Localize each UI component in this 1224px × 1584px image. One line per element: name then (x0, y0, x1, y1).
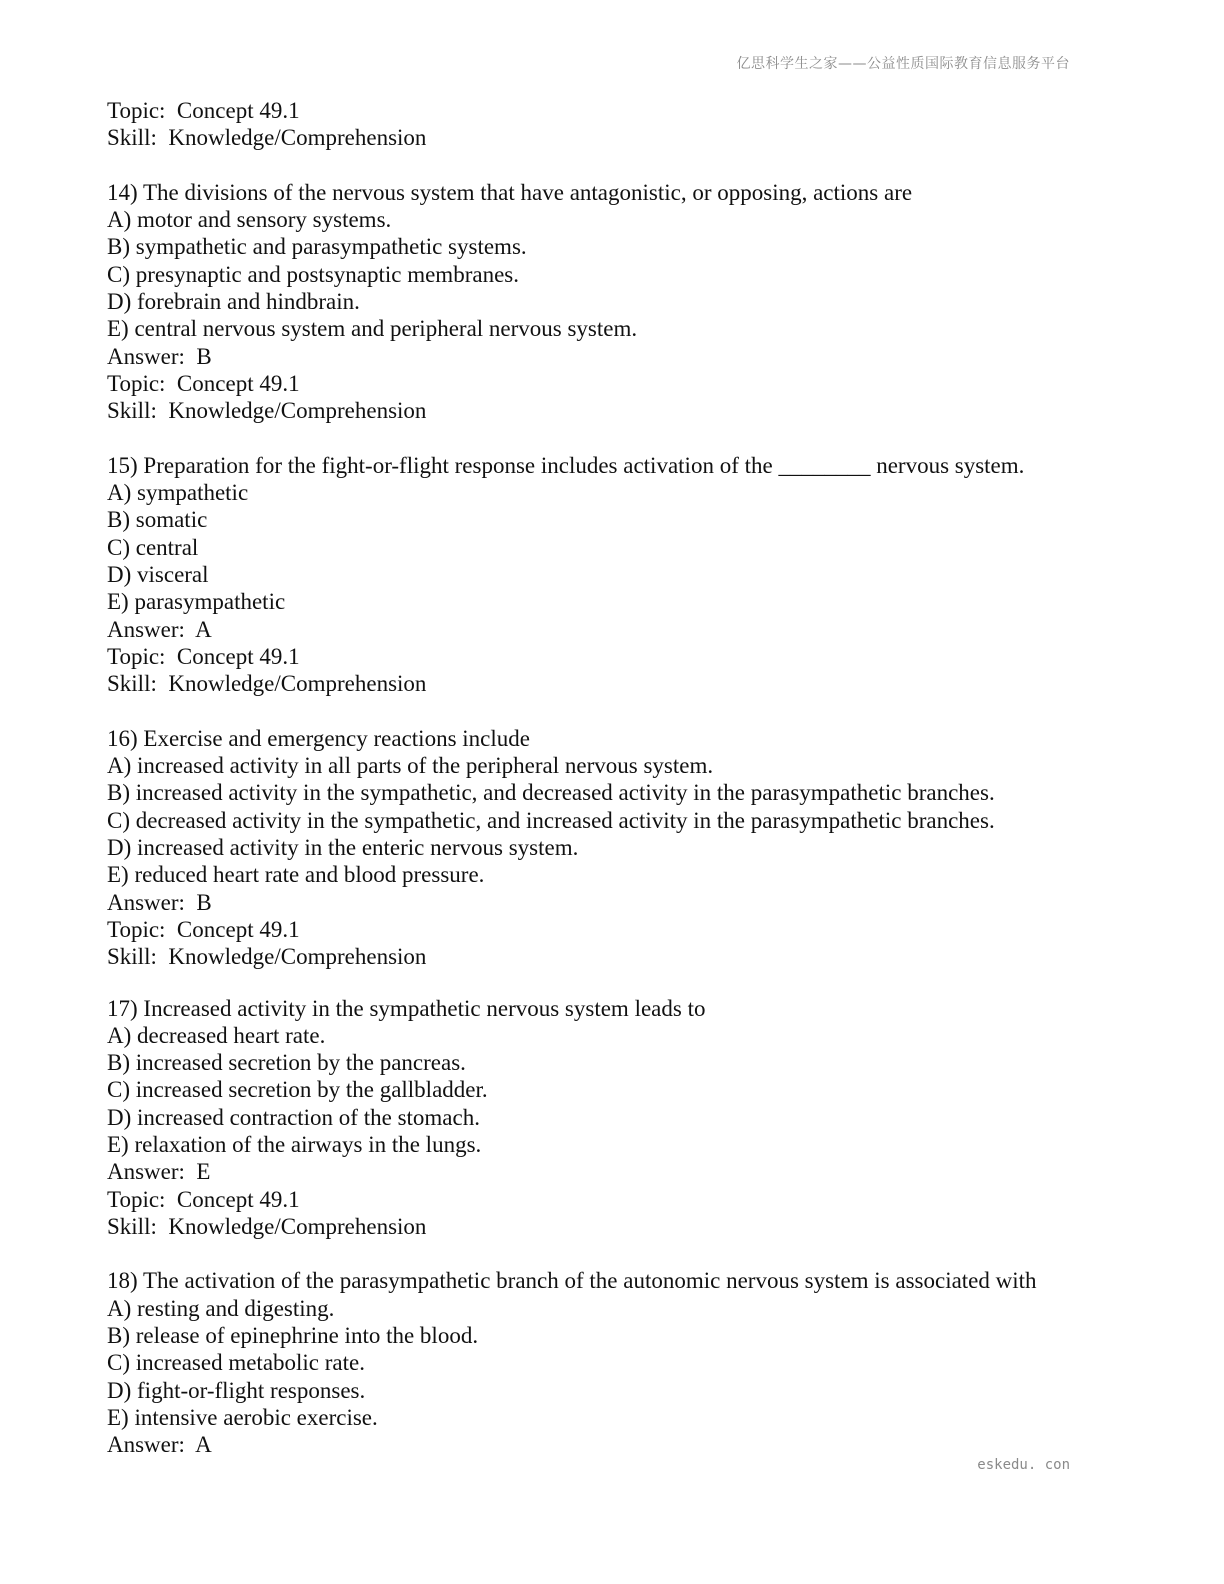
answer-option: D) visceral (107, 562, 209, 588)
answer-option: A) increased activity in all parts of the peripheral nervous system. (107, 753, 714, 779)
answer-option: E) intensive aerobic exercise. (107, 1404, 378, 1430)
answer-key: Answer: B (107, 343, 212, 369)
answer-option: E) reduced heart rate and blood pressure. (107, 862, 485, 888)
answer-option: B) increased secretion by the pancreas. (107, 1050, 466, 1076)
answer-option: A) decreased heart rate. (107, 1022, 326, 1048)
question-stem: 16) Exercise and emergency reactions include (107, 725, 530, 751)
header-watermark: 亿思科学生之家——公益性质国际教育信息服务平台 (736, 56, 1070, 72)
topic-line: Topic: Concept 49.1 (107, 370, 300, 396)
topic-line: Topic: Concept 49.1 (107, 916, 300, 942)
question-block-17 (107, 995, 1107, 1241)
answer-option: C) central (107, 534, 199, 560)
answer-option: B) release of epinephrine into the blood. (107, 1323, 479, 1349)
question-block-18 (107, 1267, 1107, 1458)
question-block-15 (107, 452, 1107, 698)
answer-option: C) presynaptic and postsynaptic membranes. (107, 261, 519, 287)
answer-option: E) central nervous system and peripheral nervous system. (107, 316, 638, 342)
topic-line: Topic: Concept 49.1 (107, 643, 300, 669)
document-body (107, 97, 1107, 1459)
answer-option: B) increased activity in the sympathetic, and decreased activity in the parasympathetic branches. (107, 780, 995, 806)
topic-line: Topic: Concept 49.1 (107, 1186, 300, 1212)
answer-option: C) increased secretion by the gallbladder. (107, 1077, 488, 1103)
answer-option: B) sympathetic and parasympathetic systems. (107, 234, 527, 260)
question-stem: 14) The divisions of the nervous system that have antagonistic, or opposing, actions are (107, 179, 913, 205)
answer-option: C) increased metabolic rate. (107, 1350, 365, 1376)
answer-option: D) forebrain and hindbrain. (107, 289, 360, 315)
answer-option: A) sympathetic (107, 480, 249, 506)
answer-key: Answer: A (107, 616, 212, 642)
question-stem: 18) The activation of the parasympathetic branch of the autonomic nervous system is associated with (107, 1268, 1037, 1294)
answer-option: E) parasympathetic (107, 589, 286, 615)
answer-option: D) fight-or-flight responses. (107, 1377, 366, 1403)
answer-option: A) motor and sensory systems. (107, 207, 392, 233)
skill-line: Skill: Knowledge/Comprehension (107, 944, 427, 970)
answer-option: C) decreased activity in the sympathetic, and increased activity in the parasympathetic branches. (107, 807, 995, 833)
question-block-16 (107, 725, 1107, 971)
question-stem: 15) Preparation for the fight-or-flight response includes activation of the ________ nervous system. (107, 452, 1025, 478)
answer-option: D) increased contraction of the stomach. (107, 1104, 480, 1130)
skill-line: Skill: Knowledge/Comprehension (107, 1213, 427, 1239)
footer-watermark: eskedu. con (977, 1457, 1070, 1473)
skill-line: Skill: Knowledge/Comprehension (107, 398, 427, 424)
answer-key: Answer: E (107, 1159, 211, 1185)
prev-topic: Topic: Concept 49.1 (107, 98, 300, 123)
question-stem: 17) Increased activity in the sympathetic nervous system leads to (107, 995, 706, 1021)
answer-key: Answer: B (107, 889, 212, 915)
answer-option: A) resting and digesting. (107, 1295, 335, 1321)
skill-line: Skill: Knowledge/Comprehension (107, 671, 427, 697)
answer-key: Answer: A (107, 1432, 212, 1458)
prev-skill: Skill: Knowledge/Comprehension (107, 125, 427, 151)
answer-option: D) increased activity in the enteric nervous system. (107, 835, 579, 861)
question-block-14 (107, 179, 1107, 425)
answer-option: E) relaxation of the airways in the lungs. (107, 1131, 482, 1157)
answer-option: B) somatic (107, 507, 208, 533)
